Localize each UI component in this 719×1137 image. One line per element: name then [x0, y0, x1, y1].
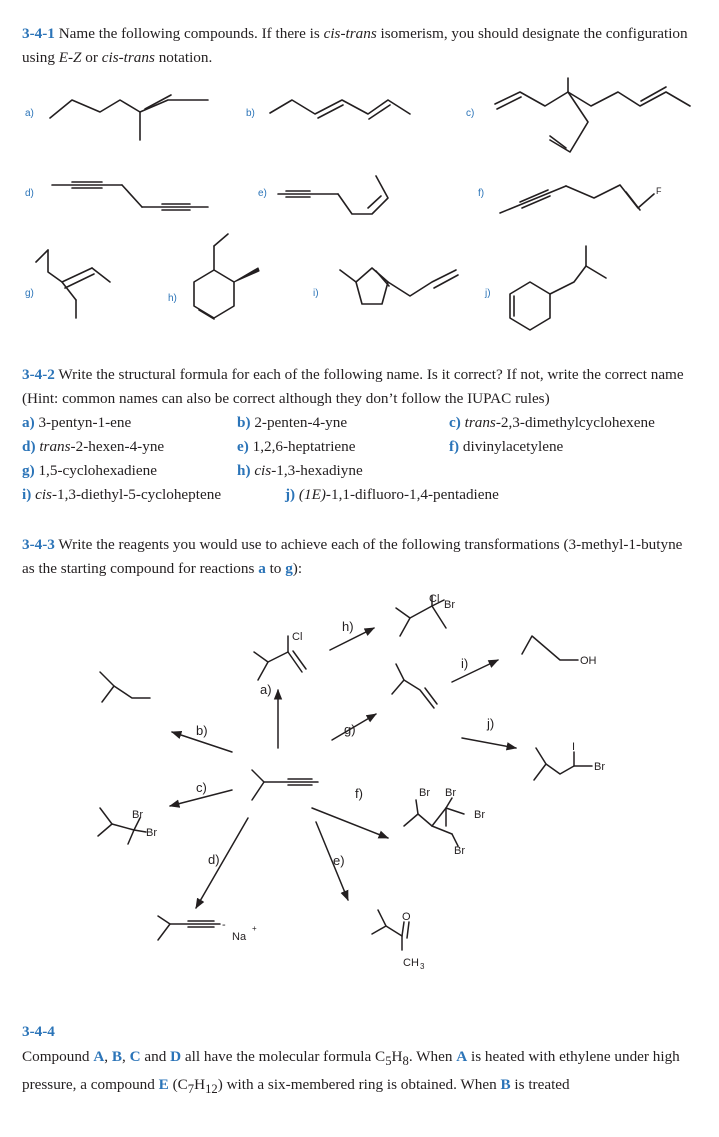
- atom-br-c1: Br: [132, 809, 143, 821]
- arrow-f: [312, 808, 388, 838]
- label-j: j): [485, 288, 491, 299]
- name-item-a: a) 3-pentyn-1-ene: [22, 414, 132, 431]
- question-number: 3-4-3: [22, 536, 55, 553]
- name-item-j: j) (1E)-1,1-difluoro-1,4-pentadiene: [285, 486, 499, 503]
- question-number: 3-4-1: [22, 25, 55, 42]
- arrow-b: [172, 732, 232, 752]
- atom-oh-i: OH: [580, 655, 597, 667]
- atom-F: F: [656, 186, 662, 196]
- arrow-e: [316, 822, 348, 900]
- atom-br-f2: Br: [445, 787, 456, 799]
- atom-br-f1: Br: [419, 787, 430, 799]
- label-d: d): [25, 188, 34, 199]
- reaction-label-a: a): [260, 682, 272, 697]
- name-item-f: f) divinylacetylene: [449, 438, 564, 455]
- label-g: g): [25, 288, 34, 299]
- starting-compound: [252, 770, 318, 800]
- label-a: a): [25, 108, 34, 119]
- arrow-h: [330, 628, 374, 650]
- arrow-i: [452, 660, 498, 682]
- product-i: [522, 636, 578, 660]
- label-c: c): [466, 108, 475, 119]
- charge-plus: +: [252, 924, 257, 933]
- reaction-label-i: i): [461, 656, 469, 671]
- reaction-label-c: c): [196, 780, 207, 795]
- label-i: i): [313, 288, 319, 299]
- question-3-4-1-text: 3-4-1 Name the following compounds. If there is cis-trans isomerism, you should designate the configuration using E-Z or cis-trans notation.: [22, 25, 688, 66]
- question-3-4-4-heading: [22, 1020, 698, 1044]
- question-number: 3-4-2: [22, 366, 55, 383]
- arrow-j: [462, 738, 516, 748]
- product-d: [158, 916, 220, 940]
- product-b: [100, 672, 150, 702]
- question-3-4-3-text: 3-4-3 Write the reagents you would use to achieve each of the following transformations (3-methyl-1-butyne as the starting compound for reactions a to g):: [22, 536, 683, 577]
- arrow-d: [196, 818, 248, 908]
- atom-na: Na: [232, 931, 247, 943]
- question-3-4-4-text: Compound A, B, C and D all have the molecular formula $C_5H_8$. When A is heated with ethylene under high pressure, a compound E $(C_7H_{12})$ with a six-membered ring is obtained. When B is treated: [22, 1048, 680, 1097]
- product-f: [404, 798, 464, 846]
- name-item-e: e) 1,2,6-heptatriene: [237, 438, 356, 455]
- label-e: e): [258, 188, 267, 199]
- name-item-b: b) 2-penten-4-yne: [237, 414, 348, 431]
- atom-ch3-sub: 3: [420, 962, 425, 971]
- name-item-d: d) trans-2-hexen-4-yne: [22, 438, 165, 455]
- reaction-label-f: f): [355, 786, 363, 801]
- reaction-label-e: e): [333, 853, 345, 868]
- atom-cl-h: Cl: [429, 593, 440, 605]
- name-item-g: g) 1,5-cyclohexadiene: [22, 462, 157, 479]
- atom-i-j: I: [572, 741, 576, 753]
- atom-br-h: Br: [444, 599, 455, 611]
- reaction-label-j: j): [487, 716, 495, 731]
- atom-o-e: O: [402, 911, 411, 923]
- label-f: f): [478, 188, 485, 199]
- reaction-label-h: h): [342, 619, 354, 634]
- atom-br-f3: Br: [474, 809, 485, 821]
- name-item-c: c) trans-2,3-dimethylcyclohexene: [449, 414, 655, 431]
- label-h: h): [168, 293, 177, 304]
- question-number: 3-4-4: [22, 1023, 55, 1040]
- atom-br-f4: Br: [454, 845, 465, 857]
- product-g: [392, 664, 437, 708]
- label-b: b): [246, 108, 255, 119]
- arrow-c: [170, 790, 232, 806]
- product-j: [534, 748, 592, 780]
- arrow-g: [332, 714, 376, 740]
- reaction-label-b: b): [196, 723, 208, 738]
- atom-br-c2: Br: [146, 827, 157, 839]
- charge-minus: -: [222, 919, 226, 931]
- name-item-i: i) cis-1,3-diethyl-5-cycloheptene: [22, 486, 222, 503]
- atom-ch3-e: CH: [403, 957, 419, 969]
- question-3-4-2-text: 3-4-2 Write the structural formula for each of the following name. Is it correct? If not, write the correct name (Hint: common names can also be correct although they don’t follow the IUPAC rules): [22, 366, 684, 407]
- atom-cl-a: Cl: [292, 631, 303, 643]
- reaction-label-g: g): [344, 722, 356, 737]
- name-item-h: h) cis-1,3-hexadiyne: [237, 462, 363, 479]
- reaction-label-d: d): [208, 852, 220, 867]
- atom-br-j: Br: [594, 761, 605, 773]
